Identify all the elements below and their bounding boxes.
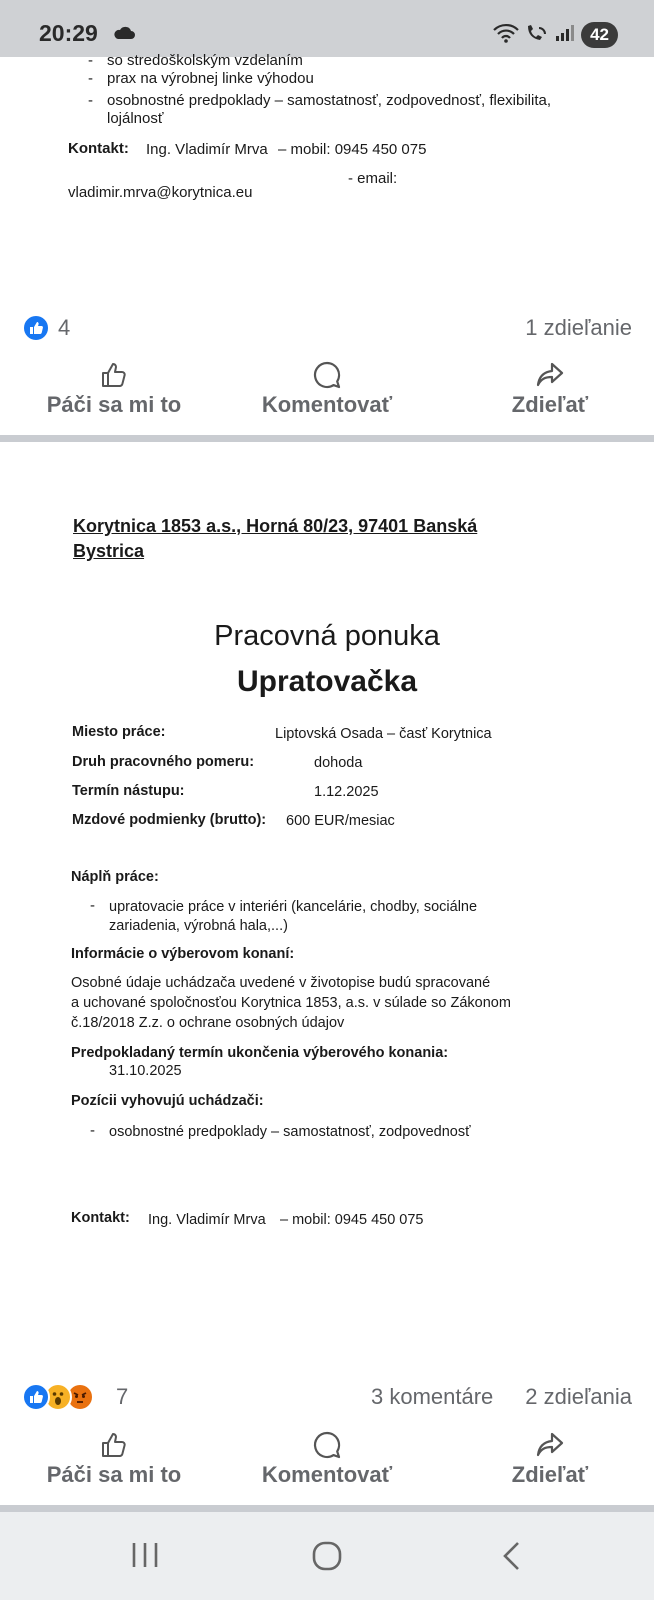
post2-action-bar — [0, 1430, 654, 1506]
field-value: 600 EUR/mesiac — [286, 813, 395, 829]
duties-label: Náplň práce: — [71, 869, 159, 885]
doc-line: lojálnosť — [107, 110, 164, 127]
contact-label: Kontakt: — [71, 1210, 130, 1226]
thumbs-up-icon — [14, 1430, 214, 1460]
comment-label: Komentovať — [261, 1462, 393, 1487]
contact-mobile: – mobil: 0945 450 075 — [280, 1212, 424, 1228]
like-button[interactable] — [14, 1430, 214, 1488]
info-line: č.18/2018 Z.z. o ochrane osobných údajov — [71, 1015, 345, 1031]
field-value: 1.12.2025 — [314, 784, 379, 800]
contact-mobile: – mobil: 0945 450 075 — [278, 141, 427, 158]
requirements-line: osobnostné predpoklady – samostatnosť, zodpovednosť — [109, 1124, 471, 1140]
contact-label: Kontakt: — [68, 140, 129, 157]
comment-button[interactable] — [227, 1430, 427, 1488]
post1-reactions-bar — [0, 306, 654, 350]
doc-line: so stredoškolským vzdelaním — [107, 52, 303, 69]
share-button[interactable] — [450, 360, 650, 418]
position-title: Upratovačka — [236, 665, 418, 698]
reaction-icons[interactable] — [22, 314, 44, 342]
post2-document-image[interactable]: Korytnica 1853 a.s., Horná 80/23, 97401 Banská Bystrica Pracovná ponuka Upratovačka Miesto práce: Liptovská Osada – časť Korytnica Druh pracovného pomeru: dohoda Termín nástupu: 1.12.2025 Mzdové podmienky (brutto): 600 EUR/mesiac Náplň práce: - upratovacie práce v interiéri (kancelárie, chodby, sociálne zariadenia, výrobná hala,...) Informácie o výberovom konaní: Osobné údaje uchádzača uvedené v životopise budú spracované a uchované spoločnosťou Korytnica 1853, a.s. v súlade so Zákonom č.18/2018 Z.z. o ochrane osobných údajov Predpokladaný termín ukončenia výberového konania: 31.10.2025 Pozícii vyhovujú uchádzači: - osobnostné predpoklady – samostatnosť, zodpovednosť Kontakt: Ing. Vladimír Mrva – mobil: 0945 450 075 — [0, 443, 654, 1368]
duties-line: upratovacie práce v interiéri (kancelárie, chodby, sociálne — [109, 899, 478, 915]
back-icon[interactable] — [500, 1540, 524, 1577]
info-line: a uchované spoločnosťou Korytnica 1853, a.s. v súlade so Zákonom — [71, 995, 511, 1011]
reaction-icons[interactable] — [22, 1383, 88, 1411]
comment-label: Komentovať — [261, 392, 393, 417]
like-reaction-icon — [22, 314, 50, 342]
home-icon[interactable] — [311, 1540, 343, 1577]
field-label: Mzdové podmienky (brutto): — [72, 812, 267, 828]
recent-apps-icon[interactable] — [130, 1540, 160, 1575]
duties-line: zariadenia, výrobná hala,...) — [109, 918, 288, 934]
field-value: Liptovská Osada – časť Korytnica — [275, 726, 492, 742]
like-button[interactable] — [14, 360, 214, 418]
battery-indicator: 42 — [581, 22, 618, 48]
share-icon — [450, 360, 650, 390]
info-line: Osobné údaje uchádzača uvedené v životopise budú spracované — [71, 975, 491, 991]
reaction-count[interactable]: 7 — [116, 1384, 129, 1409]
requirements-label: Pozícii vyhovujú uchádzači: — [71, 1093, 264, 1109]
cloud-icon — [113, 26, 135, 45]
post1-document-image[interactable]: - so stredoškolským vzdelaním - prax na výrobnej linke výhodou - osobnostné predpoklady – samostatnosť, zodpovednosť, flexibilita, lojálnosť Kontakt: Ing. Vladimír Mrva – mobil: 0945 450 075 - email: vladimir.mrva@korytnica.eu — [0, 57, 654, 297]
contact-email: vladimir.mrva@korytnica.eu — [68, 184, 253, 201]
contact-email-label: - email: — [348, 170, 398, 187]
end-date-label: Predpokladaný termín ukončenia výberového konania: — [71, 1045, 449, 1061]
share-button[interactable] — [450, 1430, 650, 1488]
status-time: 20:29 — [39, 20, 98, 46]
contact-name: Ing. Vladimír Mrva — [148, 1212, 266, 1228]
signal-icon — [555, 24, 575, 47]
like-label: Páči sa mi to — [46, 1462, 182, 1487]
status-bar — [0, 0, 654, 57]
comment-icon — [227, 1430, 427, 1460]
wifi-calling-icon — [525, 23, 549, 48]
offer-heading: Pracovná ponuka — [214, 620, 440, 652]
field-label: Druh pracovného pomeru: — [72, 754, 255, 770]
share-label: Zdieľať — [511, 392, 589, 417]
post-separator — [0, 1505, 654, 1512]
reaction-count[interactable]: 4 — [58, 315, 71, 340]
shares-count[interactable]: 1 zdieľanie — [525, 315, 632, 340]
contact-name: Ing. Vladimír Mrva — [146, 141, 268, 158]
comment-icon — [227, 360, 427, 390]
field-label: Termín nástupu: — [72, 783, 185, 799]
doc-line: osobnostné predpoklady – samostatnosť, zodpovednosť, flexibilita, — [107, 92, 552, 109]
shares-count[interactable]: 2 zdieľania — [525, 1384, 632, 1409]
wifi-icon — [493, 23, 519, 48]
company-address-cont: Bystrica — [73, 541, 145, 561]
post-separator — [0, 435, 654, 442]
share-icon — [450, 1430, 650, 1460]
post2-reactions-bar — [0, 1375, 654, 1419]
share-label: Zdieľať — [511, 1462, 589, 1487]
system-nav-bar — [0, 1512, 654, 1600]
thumbs-up-icon — [14, 360, 214, 390]
like-reaction-icon — [22, 1383, 50, 1411]
like-label: Páči sa mi to — [46, 392, 182, 417]
doc-line: prax na výrobnej linke výhodou — [107, 70, 314, 87]
post1-action-bar — [0, 360, 654, 436]
field-label: Miesto práce: — [72, 724, 166, 740]
info-label: Informácie o výberovom konaní: — [71, 946, 295, 962]
comment-button[interactable] — [227, 360, 427, 418]
company-address: Korytnica 1853 a.s., Horná 80/23, 97401 Banská — [73, 516, 478, 536]
comments-count[interactable]: 3 komentáre — [371, 1384, 494, 1409]
field-value: dohoda — [314, 755, 363, 771]
end-date: 31.10.2025 — [109, 1063, 182, 1079]
